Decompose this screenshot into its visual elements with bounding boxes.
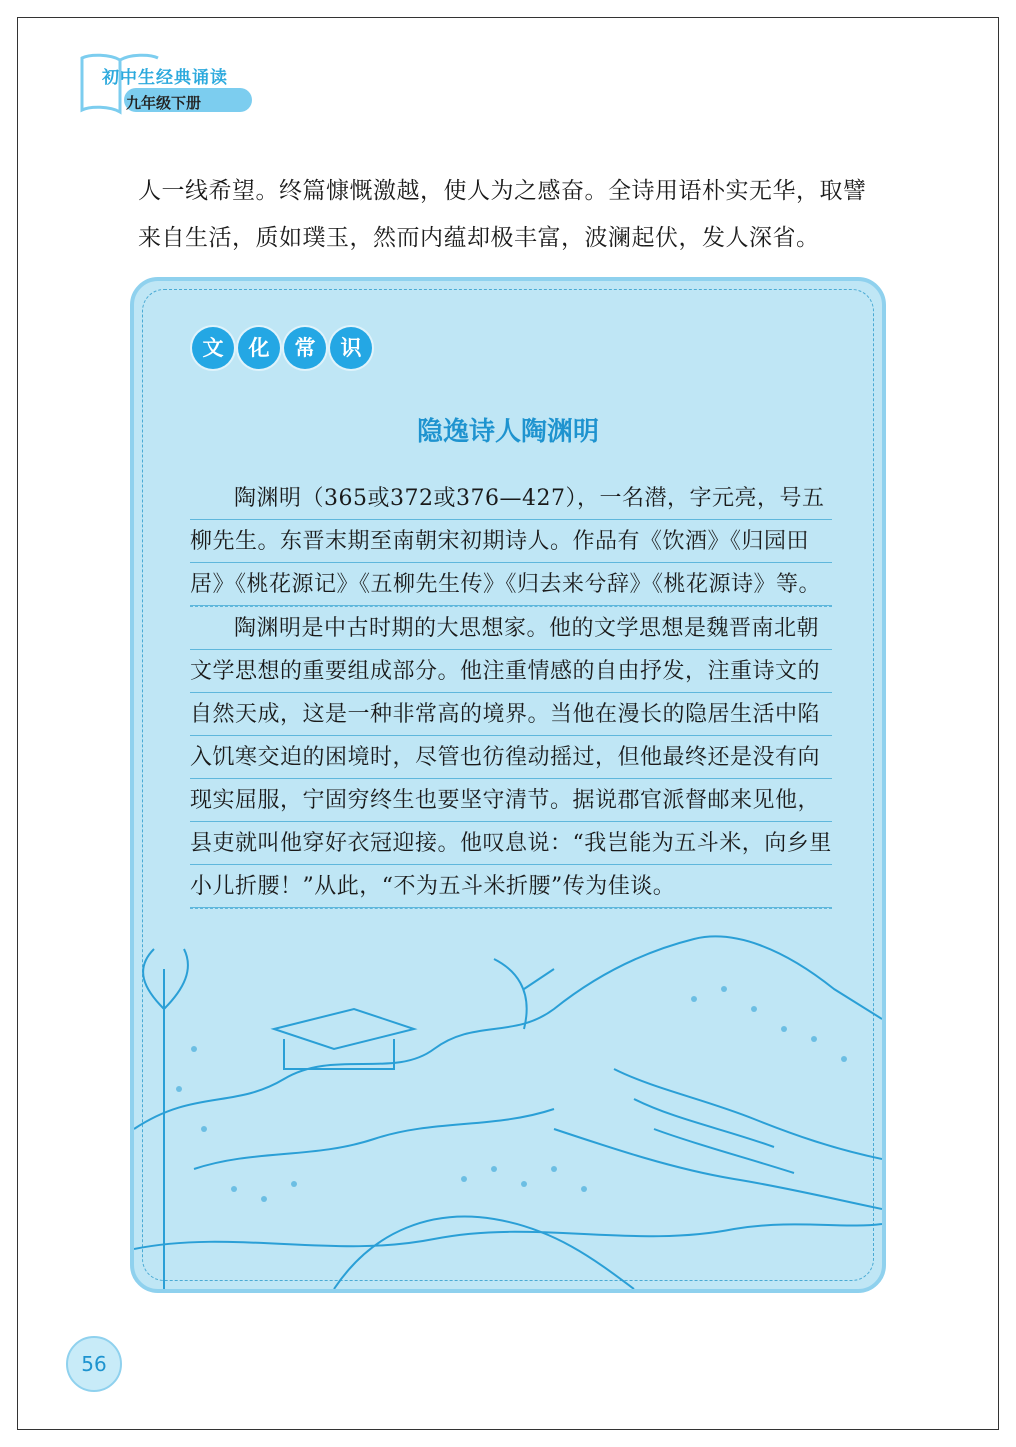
section-label-char: 化 <box>238 327 280 369</box>
article-paragraph: 陶渊明是中古时期的大思想家。他的文学思想是魏晋南北朝文学思想的重要组成部分。他注重情感的自由抒发，注重诗文的自然天成，这是一种非常高的境界。当他在漫长的隐居生活中陷入饥寒交迫的困境时，尽管也彷徨动摇过，但他最终还是没有向现实屈服，宁固穷终生也要坚守清节。据说郡官派督邮来见他，县吏就叫他穿好衣冠迎接。他叹息说：“我岂能为五斗米，向乡里小儿折腰！”从此，“不为五斗米折腰”传为佳谈。 <box>190 607 832 909</box>
culture-knowledge-box <box>130 277 886 1293</box>
intro-paragraph: 人一线希望。终篇慷慨激越，使人为之感奋。全诗用语朴实无华，取譬来自生活，质如璞玉，然而内蕴却极丰富，波澜起伏，发人深省。 <box>138 178 867 251</box>
page-number: 56 <box>66 1336 122 1392</box>
section-label-char: 常 <box>284 327 326 369</box>
section-label-char: 文 <box>192 327 234 369</box>
section-label <box>192 327 372 369</box>
article-paragraph: 陶渊明（365或372或376—427），一名潜，字元亮，号五柳先生。东晋末期至南朝宋初期诗人。作品有《饮酒》《归园田居》《桃花源记》《五柳先生传》《归去来兮辞》《桃花源诗》等。 <box>190 477 832 607</box>
landscape-illustration <box>134 929 882 1289</box>
article-body <box>190 477 832 909</box>
series-title: 初中生经典诵读 <box>102 68 228 88</box>
series-logo <box>80 52 260 120</box>
article-title: 隐逸诗人陶渊明 <box>416 417 599 447</box>
section-label-char: 识 <box>330 327 372 369</box>
grade-label: 九年级下册 <box>126 94 202 112</box>
